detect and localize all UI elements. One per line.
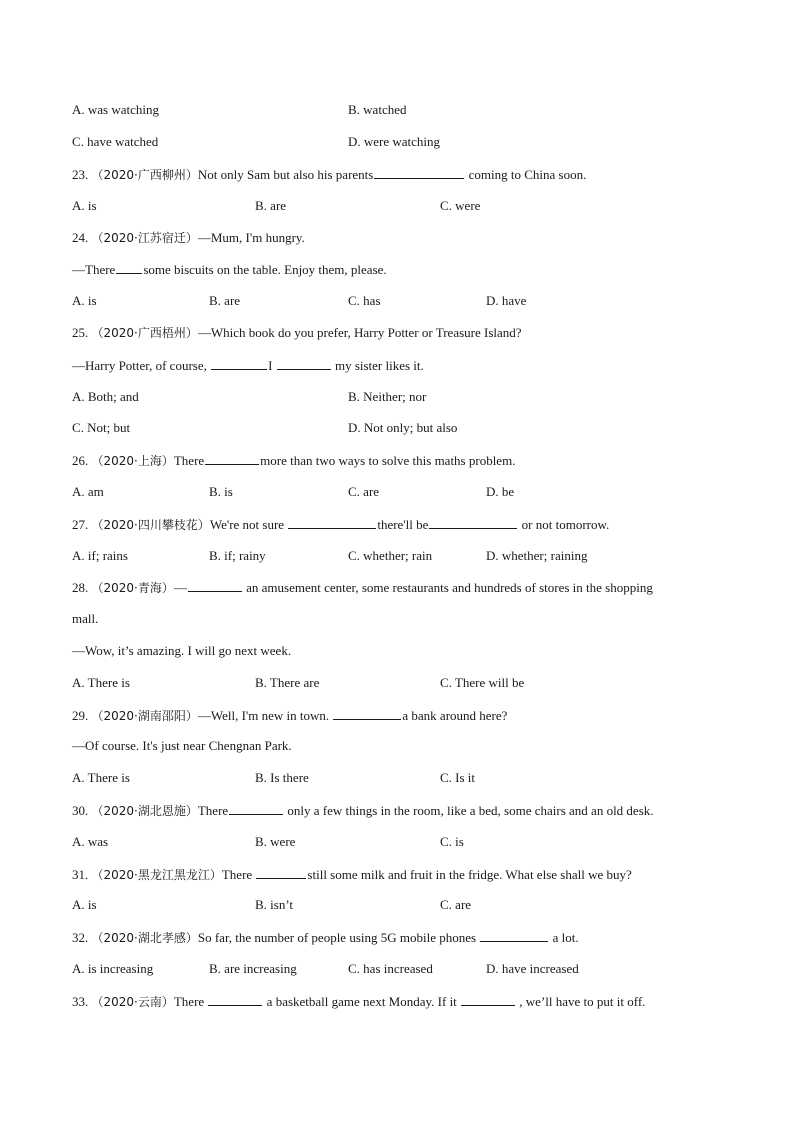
q31-option-c: C. are	[440, 897, 472, 912]
question-number: 33.	[72, 994, 89, 1009]
stem-text: an amusement center, some restaurants and hundreds of stores in the shopping	[246, 580, 653, 595]
q24-option-a: A. is	[72, 293, 97, 308]
q32-option-b: B. are increasing	[209, 961, 297, 976]
q27-stem	[72, 516, 609, 533]
q26-option-c: C. are	[348, 484, 380, 499]
question-number: 25.	[72, 325, 89, 340]
stem-text: —Mum, I'm hungry.	[197, 230, 305, 245]
stem-text: —Well, I'm new in town.	[197, 708, 330, 723]
q25-option-b: B. Neither; nor	[348, 389, 427, 404]
question-source: （2020·上海）	[91, 454, 174, 468]
q33-stem	[72, 993, 645, 1010]
q25-reply	[72, 357, 424, 374]
question-source: （2020·湖南邵阳）	[91, 709, 198, 723]
q26-stem	[72, 452, 515, 469]
q28-option-c: C. There will be	[440, 675, 525, 690]
stem-text: still some milk and fruit in the fridge. What else shall we buy?	[307, 867, 632, 882]
q31-option-b: B. isn’t	[255, 897, 294, 912]
q29-reply: —Of course. It's just near Chengnan Park.	[72, 738, 292, 753]
answer-blank	[461, 993, 515, 1006]
q28-option-b: B. There are	[255, 675, 320, 690]
question-source: （2020·四川攀枝花）	[91, 518, 210, 532]
stem-text: —Harry Potter, of course,	[72, 358, 207, 373]
q23-option-b: B. are	[255, 198, 287, 213]
stem-text: , we’ll have to put it off.	[519, 994, 646, 1009]
question-source: （2020·湖北恩施）	[91, 804, 198, 818]
q28-reply: —Wow, it’s amazing. I will go next week.	[72, 643, 292, 658]
q32-option-c: C. has increased	[348, 961, 433, 976]
answer-blank	[374, 166, 464, 179]
stem-text: There	[197, 803, 229, 818]
answer-blank	[277, 357, 331, 370]
stem-text: a bank around here?	[402, 708, 508, 723]
stem-text: So far, the number of people using 5G mobile phones	[197, 930, 477, 945]
question-source: （2020·湖北孝感）	[91, 931, 198, 945]
q26-option-a: A. am	[72, 484, 104, 499]
stem-text: —Which book do you prefer, Harry Potter or Treasure Island?	[197, 325, 522, 340]
q29-option-c: C. Is it	[440, 770, 476, 785]
answer-blank	[429, 516, 517, 529]
question-number: 30.	[72, 803, 89, 818]
q22-option-a: A. was watching	[72, 102, 160, 117]
q30-option-a: A. was	[72, 834, 109, 849]
stem-text: some biscuits on the table. Enjoy them, please.	[143, 262, 387, 277]
q25-option-c: C. Not; but	[72, 420, 131, 435]
q29-stem	[72, 707, 507, 724]
q32-option-a: A. is increasing	[72, 961, 154, 976]
q24-stem	[72, 230, 305, 246]
q28-option-a: A. There is	[72, 675, 130, 690]
q24-option-c: C. has	[348, 293, 381, 308]
q31-stem	[72, 866, 632, 883]
stem-text: —There	[72, 262, 116, 277]
stem-text: We're not sure	[209, 517, 285, 532]
answer-blank	[116, 261, 142, 274]
q25-option-a: A. Both; and	[72, 389, 139, 404]
q24-option-d: D. have	[486, 293, 527, 308]
q30-stem	[72, 802, 654, 819]
stem-text: my sister likes it.	[334, 358, 424, 373]
answer-blank	[229, 802, 283, 815]
answer-blank	[205, 452, 259, 465]
q27-option-b: B. if; rainy	[209, 548, 266, 563]
stem-text: I	[268, 358, 273, 373]
question-number: 28.	[72, 580, 89, 595]
question-source: （2020·云南）	[91, 995, 174, 1009]
q32-stem	[72, 929, 579, 946]
q32-option-d: D. have increased	[486, 961, 579, 976]
question-number: 27.	[72, 517, 89, 532]
stem-text: —	[173, 580, 187, 595]
answer-blank	[208, 993, 262, 1006]
question-number: 32.	[72, 930, 89, 945]
stem-text: a basketball game next Monday. If it	[266, 994, 457, 1009]
question-number: 23.	[72, 167, 89, 182]
stem-text: There	[221, 867, 253, 882]
question-number: 24.	[72, 230, 89, 245]
q22-option-d: D. were watching	[348, 134, 441, 149]
stem-text: There	[173, 453, 205, 468]
q25-option-d: D. Not only; but also	[348, 420, 458, 435]
stem-text: coming to China soon.	[468, 167, 587, 182]
q26-option-b: B. is	[209, 484, 233, 499]
question-number: 31.	[72, 867, 89, 882]
question-source: （2020·广西梧州）	[91, 326, 198, 340]
q27-option-c: C. whether; rain	[348, 548, 433, 563]
answer-blank	[333, 707, 401, 720]
q23-stem	[72, 166, 586, 183]
question-source: （2020·江苏宿迁）	[91, 231, 198, 245]
q22-option-c: C. have watched	[72, 134, 159, 149]
question-number: 26.	[72, 453, 89, 468]
q24-reply	[72, 261, 387, 278]
stem-text: There	[173, 994, 205, 1009]
q28-stem-cont: mall.	[72, 611, 99, 626]
q24-option-b: B. are	[209, 293, 241, 308]
question-number: 29.	[72, 708, 89, 723]
stem-text: Not only Sam but also his parents	[197, 167, 374, 182]
answer-blank	[211, 357, 267, 370]
q22-option-b: B. watched	[348, 102, 407, 117]
answer-blank	[480, 929, 548, 942]
question-source: （2020·青海）	[91, 581, 174, 595]
stem-text: more than two ways to solve this maths problem.	[260, 453, 516, 468]
question-source: （2020·广西柳州）	[91, 168, 198, 182]
q25-stem	[72, 325, 522, 341]
q29-option-b: B. Is there	[255, 770, 309, 785]
q27-option-d: D. whether; raining	[486, 548, 588, 563]
q23-option-c: C. were	[440, 198, 481, 213]
q30-option-c: C. is	[440, 834, 464, 849]
answer-blank	[288, 516, 376, 529]
q26-option-d: D. be	[486, 484, 515, 499]
q27-option-a: A. if; rains	[72, 548, 128, 563]
q23-option-a: A. is	[72, 198, 97, 213]
stem-text: there'll be	[377, 517, 429, 532]
stem-text: only a few things in the room, like a bed, some chairs and an old desk.	[287, 803, 654, 818]
stem-text: or not tomorrow.	[521, 517, 610, 532]
question-source: （2020·黑龙江黑龙江）	[91, 868, 222, 882]
answer-blank	[256, 866, 306, 879]
stem-text: a lot.	[552, 930, 579, 945]
answer-blank	[188, 579, 242, 592]
q30-option-b: B. were	[255, 834, 296, 849]
q29-option-a: A. There is	[72, 770, 130, 785]
q28-stem	[72, 579, 653, 596]
q31-option-a: A. is	[72, 897, 97, 912]
